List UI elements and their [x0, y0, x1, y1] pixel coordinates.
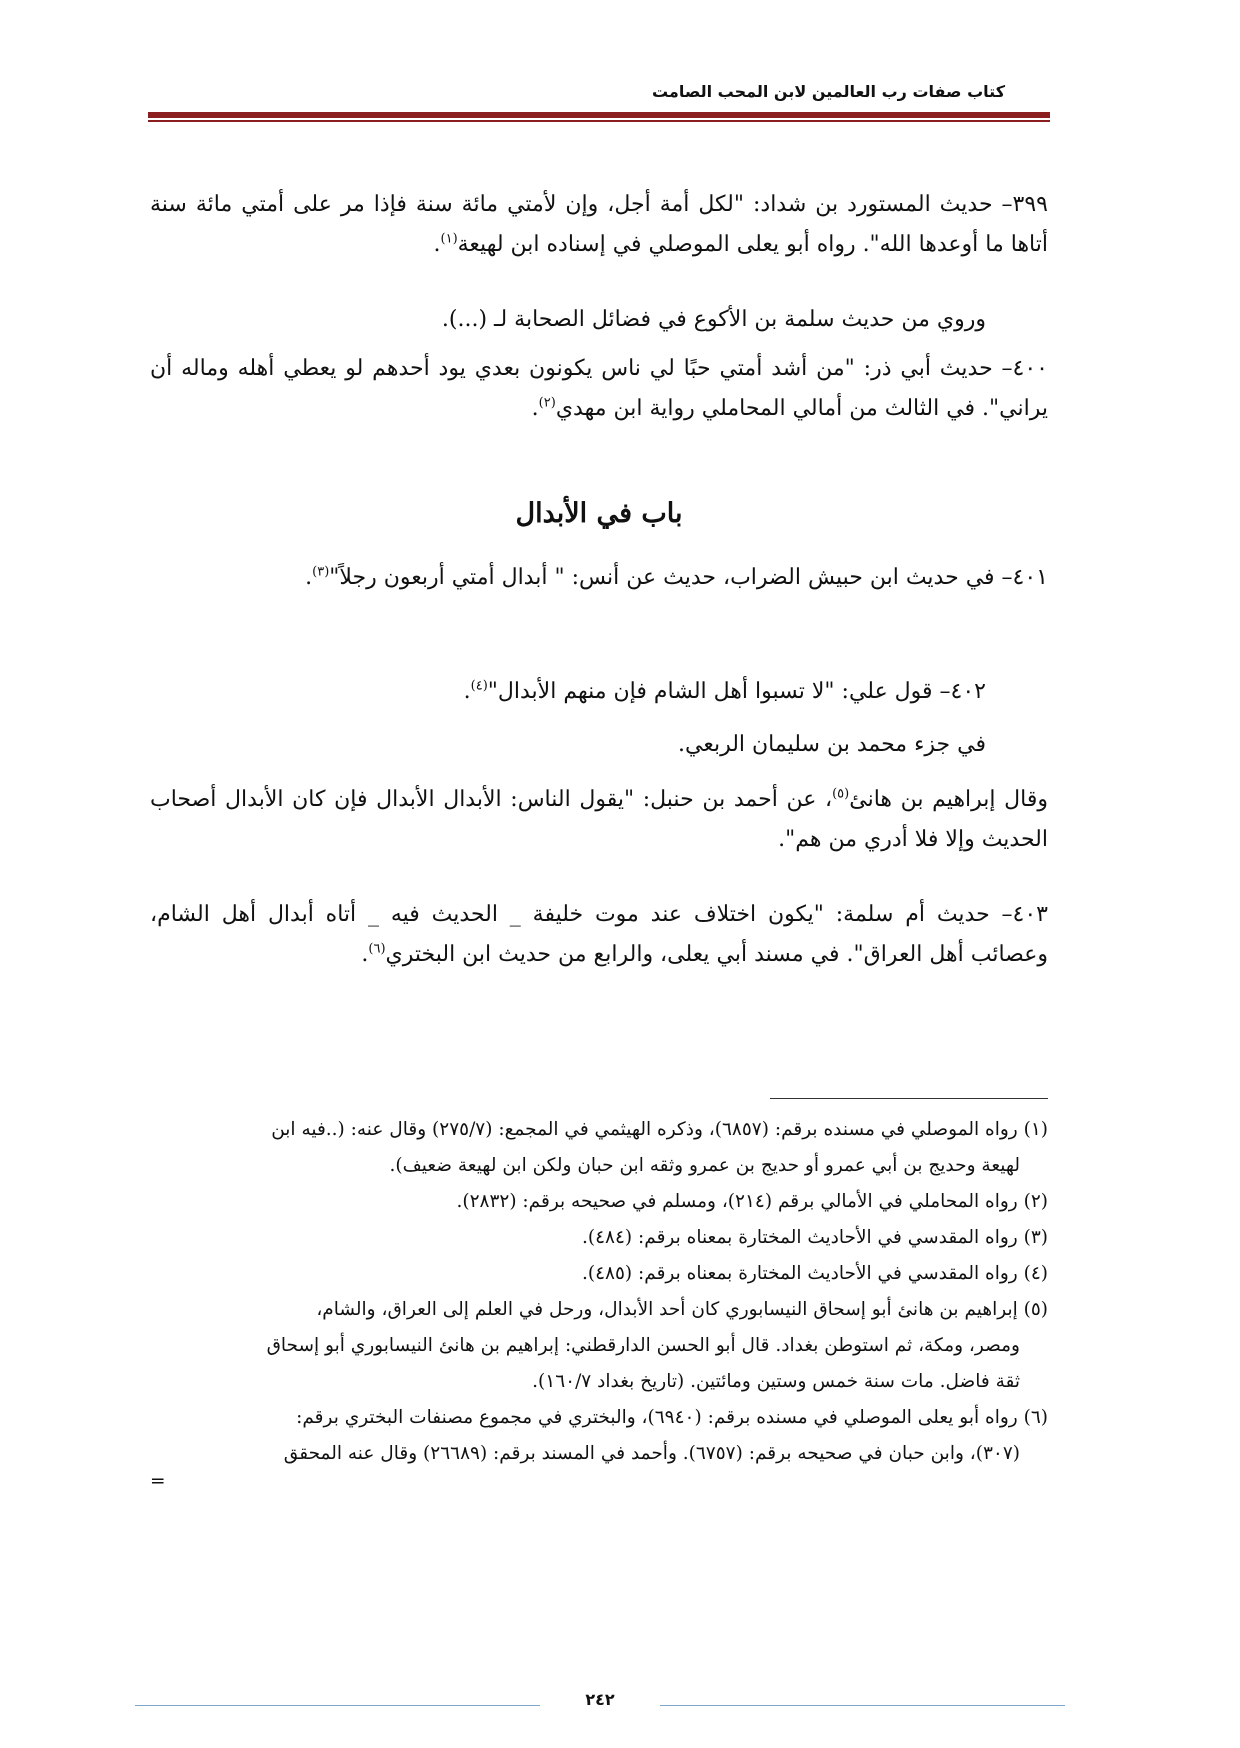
paragraph-400: ٤٠٠– حديث أبي ذر: "من أشد أمتي حبًا لي ناس يكونون بعدي يود أحدهم لو يعطي أهله وماله أن يراني". في الثالث من أمالي المحاملي رواية ابن مهدي$^{(٢)}$. [150, 356, 1048, 421]
header-rule-thick [148, 112, 1050, 118]
footnote-5: (٥) إبراهيم بن هانئ أبو إسحاق النيسابوري كان أحد الأبدال، ورحل في العلم إلى العراق، والشام، ومصر، ومكة، ثم استوطن بغداد. قال أبو الحسن الدارقطني: إبراهيم بن هانئ النيسابوري أبو إسحاق ثقة فاضل. مات سنة خمس وستين ومائتين. (تاريخ بغداد ١٦٠/٧). [266, 1299, 1048, 1392]
paragraph-juz: في جزء محمد بن سليمان الربعي. [678, 732, 986, 757]
footnote-separator [770, 1098, 1048, 1099]
footnote-ref-1[interactable]: (١) [440, 231, 458, 247]
header-rule-thin [148, 120, 1050, 122]
footnote-ref-3[interactable]: (٣) [312, 564, 330, 580]
footnote-1: (١) رواه الموصلي في مسنده برقم: (٦٨٥٧)، وذكره الهيثمي في المجمع: (٢٧٥/٧) وقال عنه: (..فيه ابن لهيعة وحديج بن أبي عمرو أو حديج بن عمرو وثقه ابن حبان ولكن ابن لهيعة ضعيف). [271, 1119, 1048, 1176]
footnote-3: (٣) رواه المقدسي في الأحاديث المختارة بمعناه برقم: (٤٨٤). [582, 1227, 1048, 1248]
footer-line-left [135, 1705, 540, 1706]
footnote-ref-5[interactable]: (٥) [832, 786, 850, 802]
footer-line-right [660, 1705, 1065, 1706]
footnote-4: (٤) رواه المقدسي في الأحاديث المختارة بمعناه برقم: (٤٨٥). [582, 1263, 1048, 1284]
footnote-2: (٢) رواه المحاملي في الأمالي برقم (٢١٤)، ومسلم في صحيحه برقم: (٢٨٣٢). [456, 1191, 1048, 1212]
paragraph-ibrahim: وقال إبراهيم بن هانئ$^{(٥)}$، عن أحمد بن حنبل: "يقول الناس: الأبدال الأبدال فإن كان الأبدال أصحاب الحديث وإلا فلا أدري من هم". [150, 786, 1049, 852]
paragraph-399: ٣٩٩– حديث المستورد بن شداد: "لكل أمة أجل، وإن لأمتي مائة سنة فإذا مر على أمتي مائة سنة أتاها ما أوعدها الله". رواه أبو يعلى الموصلي في إسناده ابن لهيعة$^{(١)}$. [150, 192, 1048, 257]
footnote-ref-2[interactable]: (٢) [538, 395, 556, 411]
paragraph-401: ٤٠١– في حديث ابن حبيش الضراب، حديث عن أنس: " أبدال أمتي أربعون رجلاً"$^{(٣)}$. [305, 564, 1048, 590]
paragraph-403: ٤٠٣– حديث أم سلمة: "يكون اختلاف عند موت خليفة _ الحديث فيه _ أتاه أبدال أهل الشام، وعصائب أهل العراق". في مسند أبي يعلى، والرابع من حديث ابن البختري$^{(٦)}$. [150, 902, 1048, 967]
section-title: باب في الأبدال [515, 498, 683, 529]
paragraph-salama: وروي من حديث سلمة بن الأكوع في فضائل الصحابة لـ (...). [441, 307, 986, 332]
footnote-ref-4[interactable]: (٤) [470, 678, 488, 694]
paragraph-402: ٤٠٢– قول علي: "لا تسبوا أهل الشام فإن منهم الأبدال"$^{(٤)}$. [463, 678, 986, 704]
page-number: ٢٤٢ [585, 1690, 615, 1709]
footnote-6: (٦) رواه أبو يعلى الموصلي في مسنده برقم: (٦٩٤٠)، والبختري في مجموع مصنفات البختري برقم: (٣٠٧)، وابن حبان في صحيحه برقم: (٦٧٥٧). وأحمد في المسند برقم: (٢٦٦٨٩) وقال عنه المحقق = [150, 1407, 1048, 1492]
running-header-title: كتاب صفات رب العالمين لابن المحب الصامت [651, 82, 1005, 101]
footnote-ref-6[interactable]: (٦) [368, 941, 386, 957]
